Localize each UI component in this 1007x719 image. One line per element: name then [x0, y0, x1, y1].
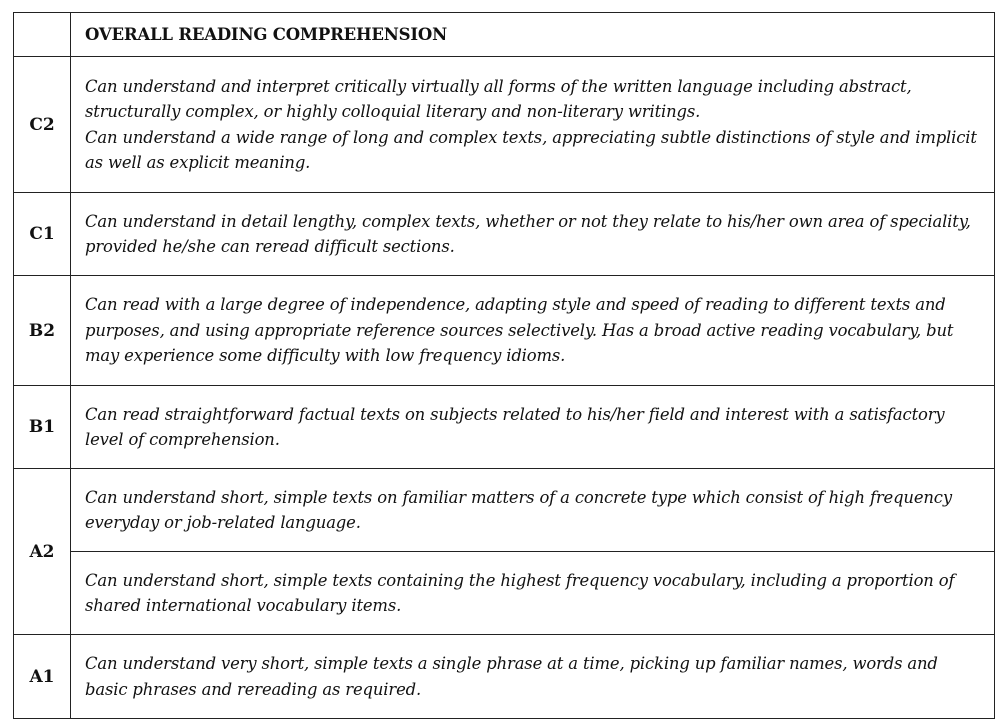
- descriptor-cell-a2-2: [71, 552, 995, 635]
- table-title: OVERALL READING COMPREHENSION: [71, 13, 995, 57]
- descriptor-cell-a2-1: [71, 469, 995, 552]
- table-header-row: [14, 13, 995, 57]
- descriptor-text: Can read straightforward factual texts on subjects related to his/her field and interest with a satisfactory level of comprehension.: [85, 404, 945, 449]
- level-label-a1: A1: [14, 635, 71, 719]
- descriptor-text: Can understand in detail lengthy, complex texts, whether or not they relate to his/her own area of speciality, provided he/she can reread difficult sections.: [85, 211, 971, 256]
- header-level-cell: [14, 13, 71, 57]
- table-row-c2: [14, 57, 995, 193]
- descriptor-cell-b1: [71, 386, 995, 469]
- level-label-b2: B2: [14, 276, 71, 386]
- descriptor-text: Can understand a wide range of long and complex texts, appreciating subtle distinctions of style and implicit as well as explicit meaning.: [85, 127, 977, 172]
- descriptor-text: Can understand very short, simple texts a single phrase at a time, picking up familiar names, words and basic phrases and rereading as required.: [85, 654, 938, 699]
- level-label-a2: A2: [14, 469, 71, 635]
- descriptor-cell-c1: [71, 193, 995, 276]
- level-label-c1: C1: [14, 193, 71, 276]
- descriptor-text: Can understand short, simple texts on familiar matters of a concrete type which consist of high frequency everyday or job-related language.: [85, 487, 952, 532]
- descriptor-text: Can understand short, simple texts containing the highest frequency vocabulary, including a proportion of shared international vocabulary items.: [85, 570, 955, 615]
- table-row-c1: [14, 193, 995, 276]
- table-row-a2-continued: [14, 552, 995, 635]
- table-row-b2: [14, 276, 995, 386]
- descriptor-cell-a1: [71, 635, 995, 719]
- table-row-a1: [14, 635, 995, 719]
- table-row-a2: [14, 469, 995, 552]
- descriptor-text: Can understand and interpret critically virtually all forms of the written language including abstract, structurally complex, or highly colloquial literary and non-literary writings.: [85, 76, 912, 121]
- table-row-b1: [14, 386, 995, 469]
- level-label-c2: C2: [14, 57, 71, 193]
- descriptor-cell-c2: [71, 57, 995, 193]
- level-label-b1: B1: [14, 386, 71, 469]
- reading-comprehension-table: [13, 12, 995, 719]
- descriptor-cell-b2: [71, 276, 995, 386]
- descriptor-text: Can read with a large degree of independence, adapting style and speed of reading to different texts and purposes, and using appropriate reference sources selectively. Has a broad active reading vocabulary, but may experience some difficulty with low frequency idioms.: [85, 295, 954, 366]
